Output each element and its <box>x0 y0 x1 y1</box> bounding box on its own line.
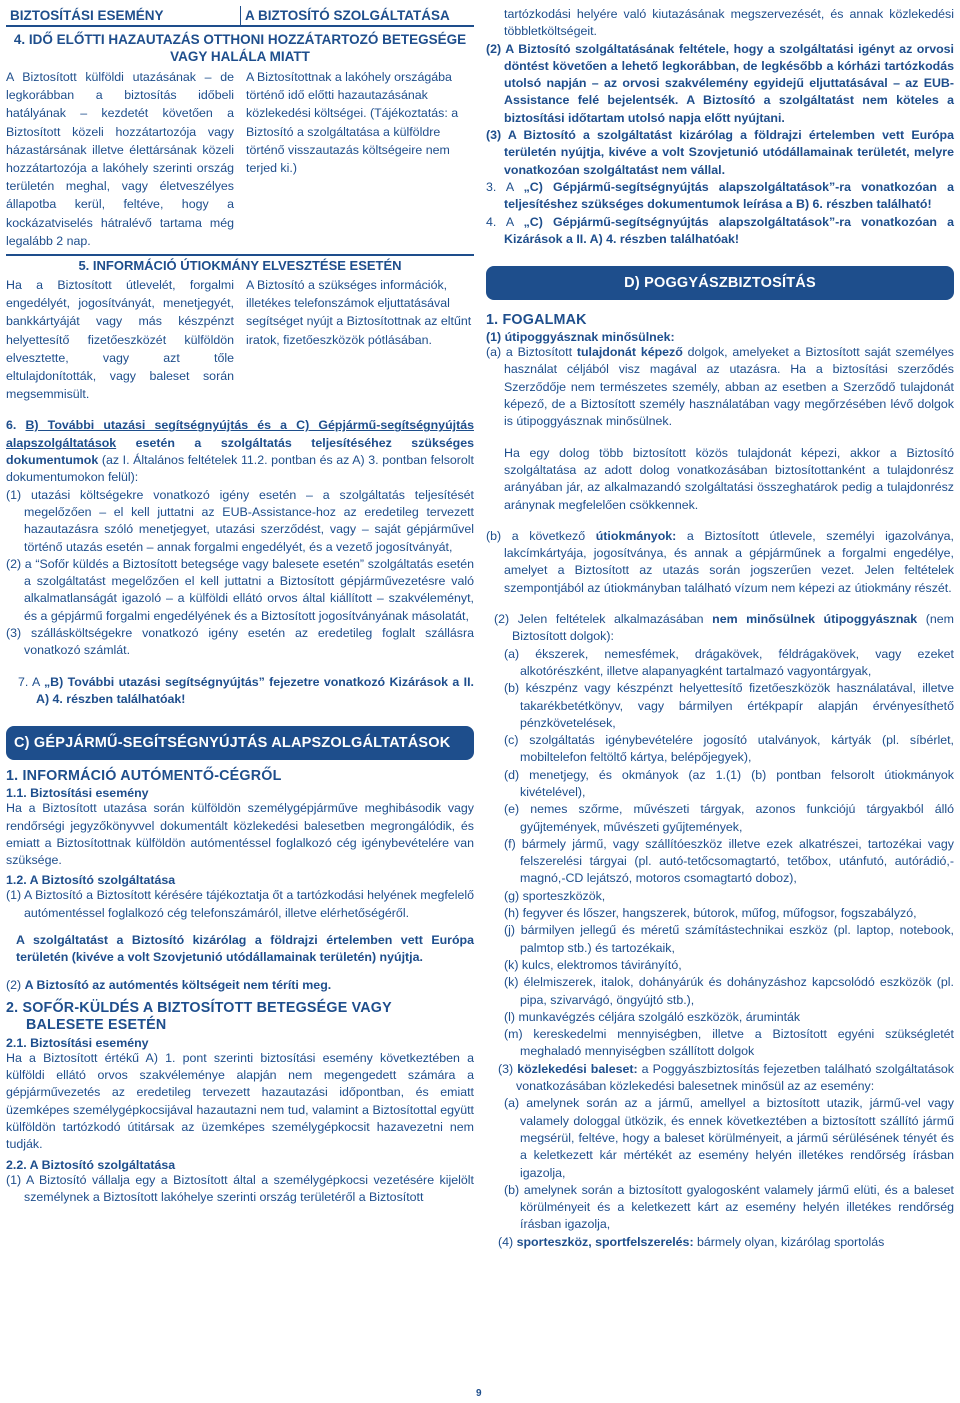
c12-item2 <box>6 977 474 994</box>
c12-item2-bold: A Biztosító az autómentés költségeit nem téríti meg. <box>24 977 332 992</box>
list-item: (c) szolgáltatás igénybevételére jogosító utalványok, kártyák (pl. síbérlet, mobiltelefon feltöltő kártya, belépőjegyek), <box>504 733 954 765</box>
list-item: (a) amelynek során az a jármű, amellyel a biztosított utazik, jármű-vel vagy valamely dologgal ütközik, és ennek következtében a biztosított szállító jármű megsérül, feltéve, hogy a baleset körülményeit, a jármű sérülésének tényét és a keletkezett kár mértékét az esemény helyén illetékes rendőrség írásban igazolja, <box>504 1096 954 1180</box>
point7-bold: „B) További utazási segítségnyújtás” fejezetre vonatkozó Kizárások a II. A) 4. részben találhatóak! <box>36 674 474 706</box>
list-item: (e) nemes szőrme, művészeti tárgyak, azonos funkciójú tárgyakból álló gyűjtemények, művészeti gyűjtemények, <box>504 802 954 834</box>
case4-service <box>246 68 474 250</box>
c2-title <box>6 1000 474 1034</box>
c11-text: Ha a Biztosított utazása során külföldön személygépjárműve meghibásodik vagy rendőrségi jegyzőkönyvvel dokumentált közlekedési balesetben megrongálódik, és emiatt a Biztosítottnak külföldön autómentéssel foglalkozó cég igénybevételére van szüksége. <box>6 801 474 868</box>
c21-heading: 2.1. Biztosítási esemény <box>6 1035 149 1050</box>
case5-event-text: Ha a Biztosított útlevelét, forgalmi engedélyét, jogosítványát, menetjegyét, bankkártyáját vagy más készpénzt helyettesítő fizetőeszközét külföldön elvesztette, vagy azt tőle eltulajdonították, vagy baleset során megsemmisült. <box>6 278 234 402</box>
c22-item1: (1) A Biztosító vállalja egy a Biztosított által a személygépkocsi vezetésére kijelölt személynek a Biztosított lakóhelye szerinti ország területéről a Biztosított <box>6 1172 474 1204</box>
list-item: (b) amelynek során a biztosított gyalogosként valamely jármű elüti, és a baleset körülményeit és a keletkezett kárt az esemény helyén illetékes rendőrség írásban igazolja, <box>504 1182 954 1232</box>
c22-heading: 2.2. A Biztosító szolgáltatása <box>6 1157 176 1172</box>
c-point3-bold: „C) Gépjármű-segítségnyújtás alapszolgáltatások”-ra vonatkozóan a teljesítéshez szükséges dokumentumok leírása a B) 6. részben található! <box>504 179 954 212</box>
point6-bold-underlined: B) További utazási segítségnyújtás és a C) Gépjármű-segítségnyújtás alapszolgáltatások <box>6 418 474 450</box>
d14-number: (4) <box>498 1234 517 1249</box>
c22-item2: (2) A Biztosító szolgáltatásának feltétele, hogy a szolgáltatási igényt az orvosi döntést követően a lehető legkorábban, de legkésőbb a kórházi tartózkodás utolsó napján – az orvosi szakvélemény egyidejű eljuttatásával – az EUB-Assistance felé bejelentsék. A Biztosító a szolgáltatást nem köteles a biztosítási időtartam utolsó napja előtt nyújtani. <box>486 41 954 125</box>
list-item: (k) élelmiszerek, italok, dohányárúk és dohányzáshoz kapcsolódó eszközök (pl. pipa, szivarvágó, öngyújtó stb.), <box>504 975 954 1007</box>
c12-item2-number: (2) <box>6 977 25 992</box>
point6-bold: esetén a szolgáltatás teljesítéséhez szükséges dokumentumok <box>6 435 474 468</box>
d11-common-ownership: Ha egy dolog több biztosított közös tulajdonát képezi, akkor a Biztosító szolgáltatása az adott dolog vonatkozásában biztosítottanként a tulajdonrész arányában jár, az alkalmazandó szolgáltatási összeghatárok pedig a tulajdonrész aránynak megfelelően csökkennek. <box>504 445 954 512</box>
d12-rest: (nem Biztosított dolgok): <box>512 612 954 644</box>
list-item: (j) bármilyen jellegű és méretű számítástechnikai eszköz (pl. laptop, notebook, palmtop stb.) és tartozékaik, <box>504 923 954 955</box>
point6-number: 6. <box>6 418 26 433</box>
d13-bold: közlekedési baleset: <box>517 1061 638 1076</box>
d13 <box>486 1061 954 1096</box>
d11-a-bold: tulajdonát képező <box>576 345 683 360</box>
d13-rest: a Poggyászbiztosítás fejezetben található szolgáltatások vonatkozásában közlekedési balesetnek minősül az az esemény: <box>516 1061 954 1094</box>
c12-heading: 1.2. A Biztosító szolgáltatása <box>6 873 176 888</box>
d12-bold: nem minősülnek útipoggyásznak <box>712 612 918 627</box>
d14-rest: bármely olyan, kizárólag sportolás <box>693 1234 885 1249</box>
point7 <box>6 674 474 709</box>
c-point4-bold: „C) Gépjármű-segítségnyújtás alapszolgáltatások”-ra vonatkozóan a Kizárások a II. A) 4. részben találhatóak! <box>504 214 954 246</box>
d12-start: (2) Jelen feltételek alkalmazásában <box>494 612 713 627</box>
case4-title <box>6 31 474 65</box>
point6-item1: (1) utazási költségekre vonatkozó igény esetén – a szolgáltatás teljesítését megelőzően – el kell juttatni az EUB-Assistance-hoz az eredetileg tervezett hazautazásra szóló menetjegyet, utazási szerződést, vagy – saját gépjárművel történő utazás esetén – annak forgalmi engedélyét, és a vezető jogosítványát, <box>6 487 474 554</box>
d11-b-rest: a Biztosított útlevele, személyi igazolványa, lakcímkártyája, jogosítványa, és annak a gépjárműnek a forgalmi engedélye, amelyet a Biztosított az utazás során jogszerűen vezet. Jelen feltételek szempontjából az útiokmányban található vízum nem képezi az útiokmány részét. <box>504 528 954 595</box>
d1-title: 1. FOGALMAK <box>486 312 587 329</box>
point6-rest: (az I. Általános feltételek 11.2. pontban és az A) 3. pontban felsorolt dokumentumokon felül): <box>6 453 474 485</box>
list-item: (d) menetjegy, és okmányok (az 1.(1) (b) pontban felsorolt útiokmányok kivételével), <box>504 767 954 799</box>
c1-title: 1. INFORMÁCIÓ AUTÓMENTŐ-CÉGRŐL <box>6 768 282 785</box>
d11-b-bold: útiokmányok: <box>595 528 677 543</box>
point6-item3: (3) szállásköltségekre vonatkozó igény esetén az eredetileg foglalt szállásra vonatkozó számlát. <box>6 626 474 658</box>
d11-a-start: (a) a Biztosított <box>486 345 577 360</box>
list-item: (h) fegyver és lőszer, hangszerek, bútorok, műfog, műfogsor, fogszabályzó, <box>504 906 917 921</box>
list-item: (f) bármely jármű, vagy szállítóeszköz illetve ezek alkatrészei, tartozékai vagy felszerelési tárgyai (pl. autó-tetőcsomagtartó, tetőbox, utánfutó, autórádió,-magnó,-CD lejátszó, motoros csomagtartó doboz), <box>504 836 954 886</box>
d11-b-start: (b) a következő <box>486 528 596 543</box>
d13-number: (3) <box>498 1061 518 1076</box>
case5-table <box>6 276 474 403</box>
case5-service <box>246 276 474 403</box>
d12 <box>486 611 954 646</box>
c-point3-number: 3. A <box>486 179 524 194</box>
d11-heading: (1) útipoggyásznak minősülnek: <box>486 330 675 345</box>
header-insured-event: BIZTOSÍTÁSI ESEMÉNY <box>6 6 240 27</box>
c12-item1: (1) A Biztosító a Biztosított kérésére tájékoztatja őt a tartózkodási helyének megfelelő autómentéssel foglalkozó cég telefonszámáról, illetve elérhetőségéről. <box>6 888 474 920</box>
d14 <box>486 1234 954 1251</box>
case5-service-text: A Biztosító a szükséges információk, illetékes telefonszámok eljuttatásával segítséget nyújt a Biztosítottnak az eltűnt iratok, fizetőeszközök pótlásában. <box>246 278 472 347</box>
left-column <box>6 6 474 1206</box>
case4-table <box>6 68 474 250</box>
right-column <box>486 6 954 1251</box>
case4-event-text: A Biztosított külföldi utazásának – de legkorábban a biztosítás időbeli hatályának – kezdetét követően a Biztosított közeli hozzátartozója vagy házastársának illetve élettársának közeli hozzátartozója a lakóhely szerinti ország területén meghal, vagy életveszélyes állapotba kerül, feltéve, hogy a kockázatviselés hátralévő tartama még legalább 2 nap. <box>6 70 234 248</box>
case5-event <box>6 276 234 403</box>
section-c-banner: C) GÉPJÁRMŰ-SEGÍTSÉGNYÚJTÁS ALAPSZOLGÁLTATÁSOK <box>6 726 474 760</box>
d14-bold: sporteszköz, sportfelszerelés: <box>516 1234 694 1249</box>
section-d-banner: D) POGGYÁSZBIZTOSÍTÁS <box>486 266 954 300</box>
c-point4 <box>486 214 954 249</box>
list-item: (l) munkavégzés céljára szolgáló eszközök, áruminták <box>504 1009 801 1024</box>
c22-item3: (3) A Biztosító a szolgáltatást kizárólag a földrajzi értelemben vett Európa területén nyújtja, kivéve a volt Szovjetunió utódállamainak területét, melyre vonatkozóan szolgáltatást nem vállal. <box>486 128 954 177</box>
c-point3 <box>486 179 954 214</box>
c21-text: Ha a Biztosított értékű A) 1. pont szerinti biztosítási esemény következtében a külföldi ellátó orvos szakvéleménye alapján nem megengedett számára a gépjárművezetés az eredetileg tervezett hazautazási időpontban, és emiatt üzemképes személygépkocsijával hazautazni nem tud, valamint a Biztosítottal együtt külföldön tartózkodó útitársak az üzemképes személygépkocsit hazavezetni nem tudják. <box>6 1050 474 1152</box>
case4-event <box>6 68 234 250</box>
case4-title-line1: 4. IDŐ ELŐTTI HAZAUTAZÁS OTTHONI HOZZÁTARTOZÓ BETEGSÉGE <box>13 32 467 47</box>
list-item: (g) sporteszközök, <box>504 888 606 903</box>
point7-number: 7. A <box>18 674 44 689</box>
list-item: (b) készpénz vagy készpénzt helyettesítő fizetőeszközök használatával, illetve takarékbetétkönyv, vagy bármilyen értékpapír alapján érvényesíthető pénzkövetelések, <box>504 681 954 730</box>
point6 <box>6 417 474 486</box>
list-item: (k) kulcs, elektromos távirányító, <box>504 957 682 972</box>
d11-a <box>486 344 954 430</box>
case4-title-line2: VAGY HALÁLA MIATT <box>170 49 310 64</box>
case4-service-text: A Biztosítottnak a lakóhely országába történő idő előtti hazautazásának közlekedési költségei. (Tájékoztatás: a Biztosító a szolgáltatása a külföldre történő visszautazás költségeire nem terjed ki.) <box>246 70 459 176</box>
header-insurer-service: A BIZTOSÍTÓ SZOLGÁLTATÁSA <box>240 6 474 27</box>
c12-bold-note: A szolgáltatást a Biztosító kizárólag a földrajzi értelemben vett Európa területén (kivéve a volt Szovjetunió utódállamainak területén) nyújtja. <box>16 932 474 965</box>
table-header <box>6 6 474 27</box>
excluded-items-list <box>486 646 954 1061</box>
c-point4-number: 4. A <box>486 214 524 229</box>
c2-title-line1: 2. SOFŐR-KÜLDÉS A BIZTOSÍTOTT BETEGSÉGE VAGY <box>6 999 392 1016</box>
c22-continued: tartózkodási helyére való kiutazásának megszervezését, és annak közlekedési többletköltségeit. <box>504 7 954 39</box>
point6-item2: (2) a “Sofőr küldés a Biztosított betegsége vagy balesete esetén” szolgáltatás esetén a szolgáltatást megelőzően el kell juttatni a Biztosított gépjárművezetésre való alkalmatlanságát igazoló – a külföldi ellátó orvos által kiállított – szakvéleményt, és a gépjármű forgalmi engedélyének és a Biztosított jogosítványának másolatát, <box>6 556 474 623</box>
list-item: (a) ékszerek, nemesfémek, drágakövek, féldrágakövek, vagy ezeket alkotórészként, illetve alapanyagként tartalmazó vagyontárgyak, <box>504 646 954 678</box>
d11-b <box>486 528 954 597</box>
c2-title-line2: BALESETE ESETÉN <box>26 1016 167 1033</box>
case5-title: 5. INFORMÁCIÓ ÚTIOKMÁNY ELVESZTÉSE ESETÉN <box>6 254 474 273</box>
d11-a-rest: dolgok, amelyeket a Biztosított saját személyes használat céljából visz magával az utazásra. Ha a biztosítási szerződés Szerződője nem természetes személy, abban az esetben a Szerződő tulajdonát képező, de a Biztosított személy használatában vagy megőrzésében lévő dolgok is útipoggyásznak minősülnek. <box>504 345 955 429</box>
list-item: (m) kereskedelmi mennyiségben, illetve a Biztosított egyéni szükségletét meghaladó mennyiségben szállított dolgok <box>504 1027 954 1059</box>
c11-heading: 1.1. Biztosítási esemény <box>6 786 149 801</box>
page-number: 9 <box>476 1388 482 1399</box>
